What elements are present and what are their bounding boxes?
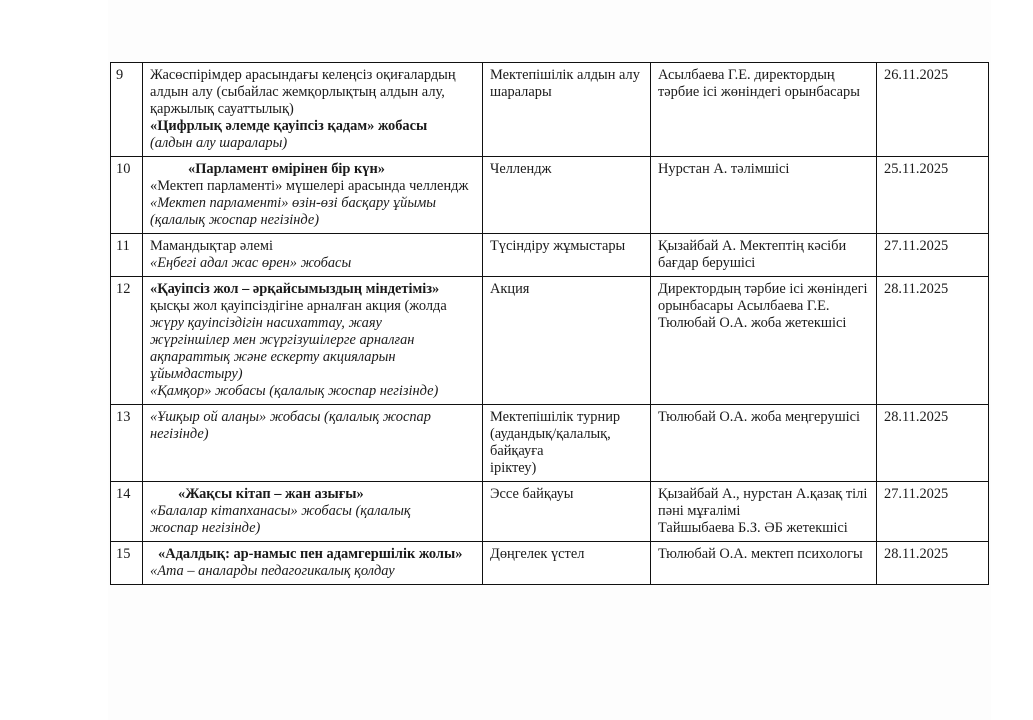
event-line: «Еңбегі адал жас өрен» жобасы [150, 254, 352, 271]
row-number-cell [111, 404, 143, 481]
responsible-line: тәрбие ісі жөніндегі орынбасары [658, 83, 860, 100]
row-form-cell [483, 541, 651, 584]
responsible-line: Директордың тәрбие ісі жөніндегі [658, 280, 868, 297]
table-body [111, 63, 989, 585]
table-row [111, 481, 989, 541]
row-date: 27.11.2025 [884, 237, 949, 254]
table-row [111, 404, 989, 481]
event-line: «Ұшқыр ой алаңы» жобасы (қалалық жоспар [150, 408, 431, 425]
row-form-cell [483, 63, 651, 157]
event-line: «Адалдық: ар-намыс пен адамгершілік жолы» [158, 545, 463, 562]
event-line: «Парламент өмірінен бір күн» [188, 160, 385, 177]
responsible-line: Нурстан А. тәлімшісі [658, 160, 790, 177]
event-line: жоспар негізінде) [150, 519, 261, 536]
row-date: 25.11.2025 [884, 160, 949, 177]
row-date: 27.11.2025 [884, 485, 949, 502]
event-line: ақпараттық және ескерту акцияларын [150, 348, 396, 365]
event-line: «Мектеп парламенті» мүшелері арасында челлендж [150, 177, 469, 194]
form-line: Челлендж [490, 160, 552, 177]
event-line: «Цифрлық әлемде қауіпсіз қадам» жобасы [150, 117, 428, 134]
form-line: Акция [490, 280, 530, 297]
row-responsible-cell [651, 541, 877, 584]
row-number: 15 [116, 545, 131, 562]
table-row [111, 541, 989, 584]
row-responsible-cell [651, 276, 877, 404]
row-form-cell [483, 481, 651, 541]
row-date: 28.11.2025 [884, 280, 949, 297]
responsible-line: Тюлюбай О.А. жоба меңгерушісі [658, 408, 861, 425]
row-number: 10 [116, 160, 131, 177]
row-number: 9 [116, 67, 124, 83]
event-line: «Жақсы кітап – жан азығы» [178, 485, 364, 502]
row-event-cell [143, 481, 483, 541]
responsible-line: Қызайбай А. Мектептің кәсіби [658, 237, 847, 254]
form-line: Түсіндіру жұмыстары [490, 237, 626, 254]
page-margin-right [991, 0, 1033, 720]
responsible-line: Асылбаева Г.Е. директордың [658, 67, 835, 83]
event-line: ұйымдастыру) [150, 365, 243, 382]
row-date: 28.11.2025 [884, 545, 949, 562]
row-form-cell [483, 404, 651, 481]
responsible-line: Қызайбай А., нурстан А.қазақ тілі [658, 485, 868, 502]
event-line: (қалалық жоспар негізінде) [150, 211, 320, 228]
form-line: Эссе байқауы [490, 485, 574, 502]
row-event-cell [143, 276, 483, 404]
row-number-cell [111, 541, 143, 584]
table-row [111, 276, 989, 404]
event-line: «Қауіпсіз жол – әрқайсымыздың міндетіміз» [150, 280, 440, 297]
row-number-cell [111, 233, 143, 276]
event-line: жүру қауіпсіздігін насихаттау, жаяу [150, 314, 382, 331]
event-line: қысқы жол қауіпсіздігіне арналған акция (жолда [150, 297, 447, 314]
row-date: 26.11.2025 [884, 67, 949, 83]
row-responsible-cell [651, 404, 877, 481]
row-responsible-cell [651, 156, 877, 233]
row-date-cell [877, 404, 989, 481]
row-number-cell [111, 276, 143, 404]
form-line: іріктеу) [490, 459, 537, 476]
event-line: «Мектеп парламенті» өзін-өзі басқару ұйымы [150, 194, 437, 211]
page-margin-left [0, 0, 108, 720]
table-row [111, 233, 989, 276]
form-line: байқауға [490, 442, 544, 459]
responsible-line: орынбасары Асылбаева Г.Е. [658, 297, 830, 314]
event-line: қаржылық сауаттылық) [150, 100, 294, 117]
row-date-cell [877, 276, 989, 404]
row-form-cell [483, 156, 651, 233]
row-number: 14 [116, 485, 131, 502]
table-row [111, 63, 989, 157]
row-date: 28.11.2025 [884, 408, 949, 425]
event-line: жүргіншілер мен жүргізушілерге арналған [150, 331, 415, 348]
row-event-cell [143, 156, 483, 233]
event-line: «Ата – аналарды педагогикалық қолдау [150, 562, 395, 579]
row-number-cell [111, 156, 143, 233]
row-number: 12 [116, 280, 131, 297]
row-date-cell [877, 233, 989, 276]
row-event-cell [143, 404, 483, 481]
event-line: Мамандықтар әлемі [150, 237, 273, 254]
row-event-cell [143, 63, 483, 157]
form-line: (аудандық/қалалық, [490, 425, 611, 442]
responsible-line: Тайшыбаева Б.З. ӘБ жетекшісі [658, 519, 848, 536]
form-line: Дөңгелек үстел [490, 545, 585, 562]
row-event-cell [143, 541, 483, 584]
row-form-cell [483, 276, 651, 404]
table-row [111, 156, 989, 233]
row-number-cell [111, 481, 143, 541]
row-number: 11 [116, 237, 130, 254]
responsible-line: пәні мұғалімі [658, 502, 741, 519]
form-line: Мектепішілік турнир [490, 408, 621, 425]
row-form-cell [483, 233, 651, 276]
row-date-cell [877, 541, 989, 584]
responsible-line: Тюлюбай О.А. жоба жетекшісі [658, 314, 847, 331]
form-line: шаралары [490, 83, 552, 100]
responsible-line: Тюлюбай О.А. мектеп психологы [658, 545, 863, 562]
event-line: негізінде) [150, 425, 209, 442]
school-events-plan-table [110, 62, 989, 585]
row-responsible-cell [651, 233, 877, 276]
row-date-cell [877, 156, 989, 233]
event-line: (алдын алу шаралары) [150, 134, 288, 151]
event-line: «Қамқор» жобасы (қалалық жоспар негізінде) [150, 382, 439, 399]
row-responsible-cell [651, 63, 877, 157]
row-number-cell [111, 63, 143, 157]
row-date-cell [877, 63, 989, 157]
responsible-line: бағдар берушісі [658, 254, 756, 271]
row-event-cell [143, 233, 483, 276]
event-line: «Балалар кітапханасы» жобасы (қалалық [150, 502, 411, 519]
row-date-cell [877, 481, 989, 541]
form-line: Мектепішілік алдын алу [490, 67, 640, 83]
event-line: алдын алу (сыбайлас жемқорлықтың алдын алу, [150, 83, 445, 100]
row-number: 13 [116, 408, 131, 425]
event-line: Жасөспірімдер арасындағы келеңсіз оқиғалардың [150, 67, 456, 83]
row-responsible-cell [651, 481, 877, 541]
